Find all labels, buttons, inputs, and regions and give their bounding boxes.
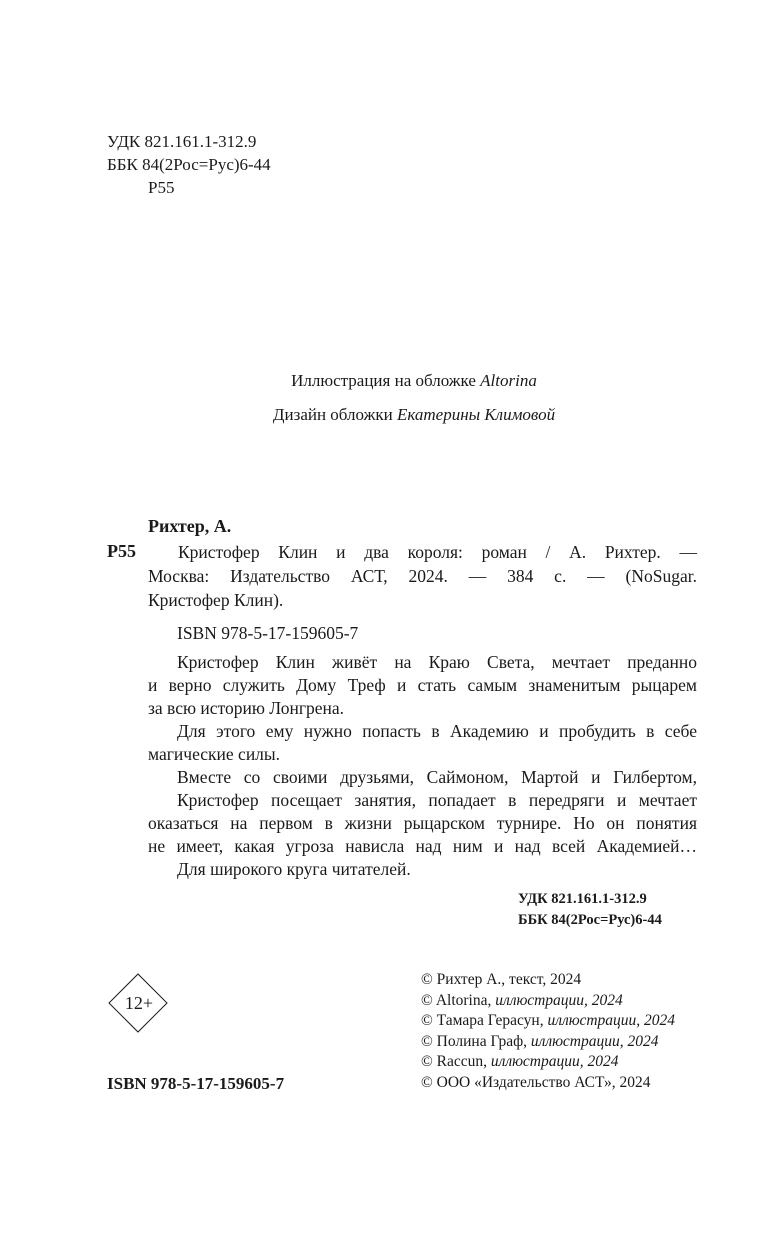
copyright-line: © Altorina, иллюстрации, 2024	[421, 991, 623, 1009]
bibliography-line-3: Кристофер Клин).	[148, 590, 284, 610]
bibliography-author: Рихтер, А.	[148, 516, 232, 536]
cover-design-credit	[30, 404, 768, 425]
udk-code-bottom: УДК 821.161.1-312.9	[518, 891, 647, 907]
annotation-p2-line-1: Для этого ему нужно попасть в Академию и пробудить в себе	[177, 721, 697, 741]
bibliography-isbn: ISBN 978-5-17-159605-7	[177, 623, 359, 643]
annotation-p3-line-1: Вместе со своими друзьями, Саймоном, Мартой и Гилбертом,	[177, 767, 697, 787]
annotation-p2-line-2: магические силы.	[148, 744, 281, 764]
annotation-p3-line-2: Кристофер посещает занятия, попадает в передряги и мечтает	[177, 790, 697, 810]
copyright-line: © Raccun, иллюстрации, 2024	[421, 1053, 619, 1070]
bibliography-line-2: Москва: Издательство АСТ, 2024. — 384 с. — (NoSugar.	[148, 566, 697, 586]
design-prefix: Дизайн обложки	[272, 405, 393, 424]
author-mark-top: Р55	[148, 178, 175, 197]
bibliography-line-1: Кристофер Клин и два короля: роман / А. Рихтер. —	[178, 542, 697, 562]
bbk-code-bottom: ББК 84(2Рос=Рус)6-44	[518, 912, 662, 928]
copyright-line: © Полина Граф, иллюстрации, 2024	[421, 1032, 659, 1050]
annotation-p3-line-4: не имеет, какая угроза нависла над ним и над всей Академией…	[148, 836, 697, 856]
udk-code-top: УДК 821.161.1-312.9	[107, 132, 257, 151]
bibliography-mark: Р55	[107, 541, 136, 561]
illustration-prefix: Иллюстрация на обложке	[291, 371, 476, 390]
annotation-p1-line-2: и верно служить Дому Треф и стать самым знаменитым рыцарем	[148, 675, 697, 695]
copyright-line: © ООО «Издательство АСТ», 2024	[421, 1073, 651, 1091]
cover-illustration-credit	[30, 370, 768, 391]
isbn-bottom: ISBN 978-5-17-159605-7	[107, 1074, 285, 1093]
bbk-code-top: ББК 84(2Рос=Рус)6-44	[107, 155, 271, 174]
copyright-block	[421, 970, 675, 1093]
design-name: Екатерины Климовой	[396, 405, 556, 424]
age-rating-label: 12+	[124, 993, 154, 1013]
annotation-p4: Для широкого круга читателей.	[177, 859, 411, 879]
annotation-p1-line-3: за всю историю Лонгрена.	[148, 698, 345, 718]
copyright-line: © Рихтер А., текст, 2024	[421, 971, 582, 988]
copyright-line: © Тамара Герасун, иллюстрации, 2024	[421, 1012, 676, 1029]
age-rating-badge	[107, 972, 171, 1036]
annotation-p3-line-3: оказаться на первом в жизни рыцарском турнире. Но он понятия	[148, 813, 697, 833]
annotation-p1-line-1: Кристофер Клин живёт на Краю Света, мечтает преданно	[177, 652, 697, 672]
illustration-name: Altorina	[480, 371, 537, 390]
